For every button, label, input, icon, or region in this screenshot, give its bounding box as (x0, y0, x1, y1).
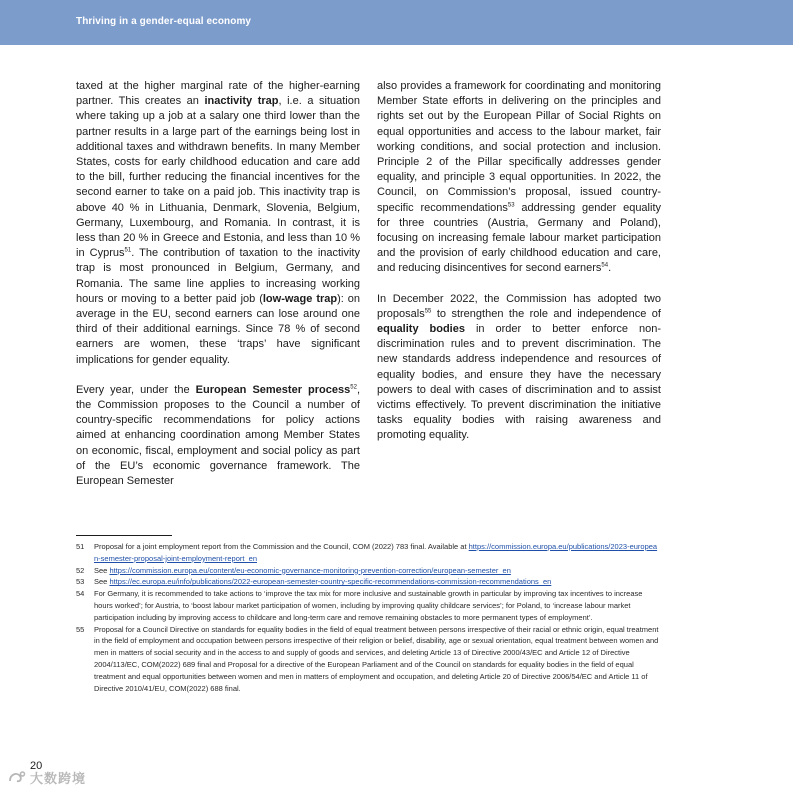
footnote-text: See (94, 577, 110, 587)
footnote-ref-54[interactable]: 54 (601, 262, 609, 269)
footnote-body (94, 565, 661, 577)
footnote-body (94, 576, 661, 588)
text-run: Every year, under the (76, 383, 196, 396)
footnote-number: 55 (76, 624, 85, 634)
footnote-51 (76, 541, 661, 565)
term-low-wage-trap: low-wage trap (262, 292, 338, 305)
text-run: , i.e. a situation where taking up a job at a salary one third lower than the partner results in a large part of the earnings being lost in additional taxes and withdrawn benefits. In many Member States, costs for early childhood education and care add to the bill, further reducing the financial incentives for the second earner to take on a paid job. This inactivity trap is above 40 % in Lithuania, Denmark, Slovenia, Belgium, Germany, Luxembourg, and Romania. In contrast, it is less than 20 % in Greece and Estonia, and less than 10 % in Cyprus (76, 95, 360, 260)
footnote-number: 51 (76, 542, 85, 551)
text-run: to strengthen the role and independence of (431, 307, 661, 320)
footnote-ref-51[interactable]: 51 (124, 247, 132, 254)
right-paragraph-2 (377, 292, 661, 444)
text-run: , the Commission proposes to the Council a number of country-specific recommendations for policy actions aimed at enhancing coordination among Member States on economic, fiscal, employment and social policy as part of the EU’s economic governance framework. The European Semester (76, 383, 360, 488)
footnote-53 (76, 576, 661, 588)
right-paragraph-1 (377, 79, 661, 277)
bigdata-logo-icon (8, 770, 26, 784)
footnotes (76, 541, 661, 694)
term-inactivity-trap: inactivity trap (204, 95, 279, 108)
header-banner (0, 0, 793, 45)
text-run: In December 2022, the Commission has adopted two proposals (377, 292, 661, 320)
footnote-ref-52[interactable]: 52 (350, 384, 357, 391)
footnote-divider (76, 535, 172, 536)
footnote-link[interactable]: https://commission.europa.eu/content/eu-economic-governance-monitoring-prevention-correction/european-semester_en (109, 565, 511, 575)
term-equality-bodies: equality bodies (377, 323, 465, 336)
watermark (8, 767, 86, 787)
footnote-number: 54 (76, 589, 85, 599)
text-run: . The contribution of taxation to the inactivity trap is most pronounced in Belgium, Germany, and Romania. The same line applies to increasing working hours or moving to a better paid job ( (76, 247, 360, 305)
watermark-text: 大数跨境 (30, 771, 87, 787)
right-column (377, 79, 661, 459)
footnote-ref-53[interactable]: 53 (507, 201, 515, 208)
term-european-semester: European Semester process (195, 383, 351, 396)
footnote-ref-55[interactable]: 55 (424, 308, 432, 315)
footnote-body (94, 541, 661, 565)
left-paragraph-1 (76, 79, 360, 368)
text-run: addressing gender equality for three countries (Austria, Germany and Poland), focusing on increasing female labour market participation and the provision of early childhood education and care, and reducing disincentives for second earners (377, 201, 661, 275)
text-run: in order to better enforce non-discrimination rules and to prevent discrimination. The new standards address independence and resources of equality bodies, and ensure they have the necessary powers to deal with cases of discrimination and to assist victims effectively. To prevent discrimination the initiative tasks equality bodies with raising awareness and promoting equality. (377, 323, 661, 442)
footnote-link[interactable]: https://commission.europa.eu/publications/2023-european-semester-proposal-joint-employment-report_en (94, 542, 658, 563)
page-number: 20 (30, 760, 43, 772)
footnote-body: For Germany, it is recommended to take actions to ‘improve the tax mix for more inclusive and sustainable growth in particular by improving tax incentives to increase hours worked’; for Austria, to ‘boost labour market participation of women, including by improving quality childcare services’; for Poland, to ‘increase labour market participation including by improving access to childcare and long-term care and remove remaining obstacles to more permanent types of employment’. (94, 589, 643, 622)
text-run: ): on average in the EU, second earners can lose around one third of their additional earnings. Since 78 % of second earners are women, these ‘traps’ have significant implications for gender equality. (76, 292, 361, 366)
left-paragraph-2 (76, 383, 360, 489)
footnote-55 (76, 624, 661, 695)
footnote-body: Proposal for a Council Directive on standards for equality bodies in the field of equal treatment between persons irrespective of their racial or ethnic origin, equal treatment in the field of employment and occupation between persons irrespective of their religion or belief, disability, age or sexual orientation, equal treatment between women and men in matters of social security and in the access to and supply of goods and services, and deleting Article 13 of Directive 2000/43/EC and Article 12 of Directive 2004/113/EC, COM(2022) 689 final and Proposal for a directive of the European Parliament and of the Council on standards for equality bodies in the field of equal treatment and equal opportunities between women and men in matters of employment and occupation, and deleting Article 20 of Directive 2006/54/EC and Article 11 of Directive 2010/41/EU, COM(2022) 688 final. (94, 624, 659, 693)
footnote-54 (76, 588, 661, 623)
section-title: Thriving in a gender-equal economy (76, 16, 252, 27)
text-run: also provides a framework for coordinating and monitoring Member State efforts in delivering on the principles and rights set out by the European Pillar of Social Rights on equal opportunities and access to the labour market, fair working conditions, and social protection and inclusion. Principle 2 of the Pillar specifically addresses gender equality, and principle 3 equal opportunities. In 2022, the Council, on Commission’s proposal, issued country-specific recommendations (377, 80, 661, 214)
footnote-number: 52 (76, 565, 85, 575)
footnote-link[interactable]: https://ec.europa.eu/info/publications/2022-european-semester-country-specific-recommendations-commission-recommendations_en (109, 577, 552, 587)
footnote-text: Proposal for a joint employment report from the Commission and the Council, COM (2022) 783 final. Available at (94, 542, 469, 551)
text-run: taxed at the higher marginal rate of the higher-earning partner. This creates an (76, 80, 360, 108)
footnote-52 (76, 565, 661, 577)
left-column (76, 79, 360, 504)
text-run: . (608, 262, 612, 275)
footnote-number: 53 (76, 577, 85, 587)
footnote-text: See (94, 565, 110, 575)
